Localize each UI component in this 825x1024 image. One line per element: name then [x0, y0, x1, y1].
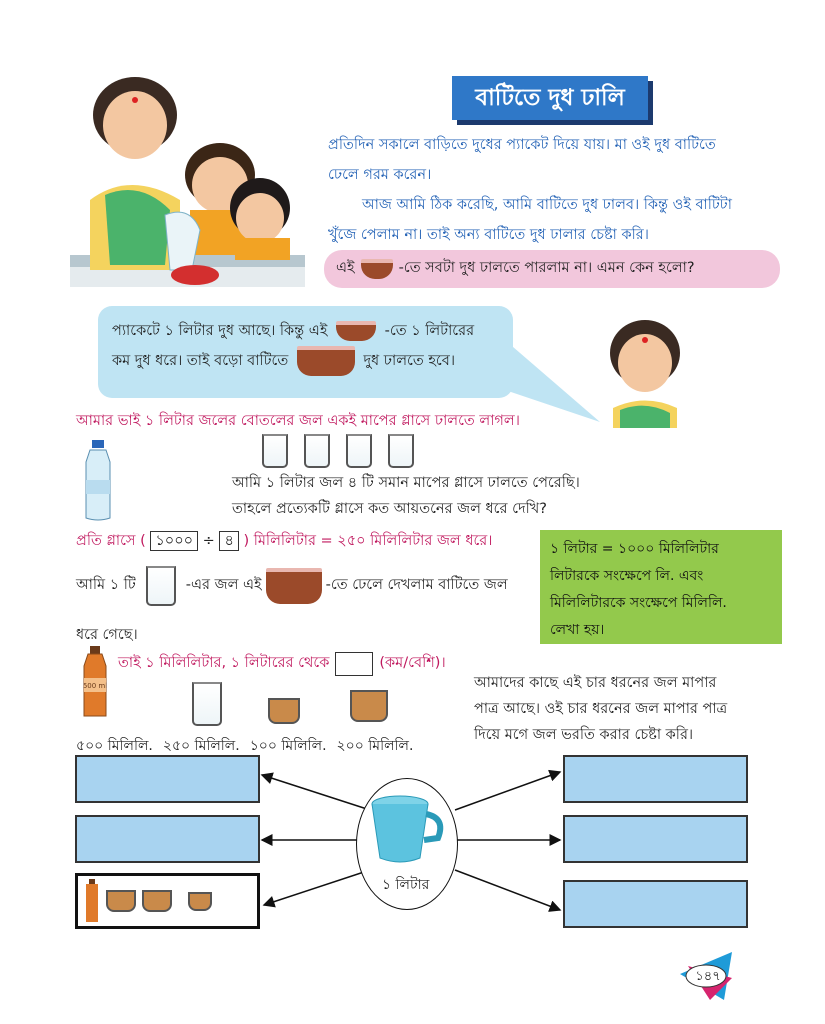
glass-icon	[304, 434, 330, 468]
glasses-line-2: তাহলে প্রত্যেকটি গ্লাসে কত আয়তনের জল ধরে দেখি?	[232, 501, 547, 517]
divide-sign: ÷	[202, 533, 215, 549]
measure-500: ৫০০ মিলিলি.	[76, 738, 153, 754]
divisor-box: ৪	[219, 531, 238, 551]
cup-icon	[106, 890, 136, 912]
big-bowl-icon	[297, 346, 355, 376]
intro-line-3: আজ আমি ঠিক করেছি, আমি বাটিতে দুধ ঢালব। কিন্তু ওই বাটিটা	[362, 197, 732, 213]
question-post: -তে সবটা দুধ ঢালতে পারলাম না। এমন কেন হলো?	[398, 260, 695, 276]
glass-icon	[388, 434, 414, 468]
info-line-2: লিটারকে সংক্ষেপে লি. এবং	[550, 568, 704, 584]
cup-icon	[188, 892, 212, 911]
equation-pre: প্রতি গ্লাসে (	[76, 533, 146, 549]
intro-line-4: খুঁজে পেলাম না। তাই অন্য বাটিতে দুধ ঢালার চেষ্টা করি।	[328, 227, 649, 243]
measuring-mug-icon	[368, 790, 448, 870]
cup-100-icon	[268, 698, 300, 724]
page-number: ১৪৭	[695, 969, 721, 984]
intro-line-2: ঢেলে গরম করেন।	[328, 167, 432, 183]
big-bowl-icon	[266, 568, 322, 604]
answer-box-left-1[interactable]	[75, 755, 260, 803]
measure-line-2: পাত্র আছে। ওই চার ধরনের জল মাপার পাত্র	[474, 701, 728, 717]
pour-b: -এর জল এই	[185, 577, 262, 593]
water-bottle-icon	[80, 440, 116, 522]
compare-pre: তাই ১ মিলিলিটার, ১ লিটারের থেকে	[118, 655, 330, 671]
small-bowl-icon	[336, 321, 376, 341]
info-line-1: ১ লিটার = ১০০০ মিলিলিটার	[550, 541, 719, 557]
compare-post: (কম/বেশি)।	[379, 655, 446, 671]
brother-sentence: আমার ভাই ১ লিটার জলের বোতলের জল একই মাপের গ্লাসে ঢালতে লাগল।	[76, 413, 520, 429]
measure-text	[474, 670, 727, 748]
dividend-box: ১০০০	[150, 531, 198, 551]
bottle-label: 500 ml	[82, 682, 108, 690]
page-title: বাটিতে দুধ ঢালি	[452, 76, 648, 120]
glasses-line-1: আমি ১ লিটার জল ৪ টি সমান মাপের গ্লাসে ঢালতে পেরেছি।	[232, 475, 580, 491]
measure-250: ২৫০ মিলিলি.	[162, 738, 240, 754]
answer-box-left-2[interactable]	[75, 815, 260, 863]
answer-box-right-3[interactable]	[563, 880, 748, 928]
cup-200-icon	[350, 690, 388, 722]
compare-sentence	[118, 652, 446, 676]
measure-200: ২০০ মিলিলি.	[336, 738, 414, 754]
glass-icon	[346, 434, 372, 468]
bubble-line-2a: কম দুধ ধরে। তাই বড়ো বাটিতে	[112, 353, 289, 369]
family-illustration	[70, 70, 310, 300]
mug-label: ১ লিটার	[382, 877, 430, 893]
question-pill	[324, 250, 780, 288]
bubble-tail	[505, 330, 605, 425]
example-box	[75, 873, 260, 929]
answer-blank[interactable]	[335, 652, 373, 676]
answer-box-right-2[interactable]	[563, 815, 748, 863]
orange-bottle-icon	[84, 879, 100, 923]
bubble-line-1a: প্যাকেটে ১ লিটার দুধ আছে। কিন্তু এই	[112, 323, 328, 339]
small-bowl-icon	[361, 259, 393, 279]
info-line-4: লেখা হয়।	[550, 622, 605, 638]
bubble-line-1b: -তে ১ লিটারের	[384, 323, 475, 339]
equation-post: ) মিলিলিটার = ২৫০ মিলিলিটার জল ধরে।	[243, 533, 493, 549]
pour-c: -তে ঢেলে দেখলাম বাটিতে জল	[325, 577, 508, 593]
pour-sentence	[76, 566, 508, 606]
speech-bubble	[98, 306, 513, 398]
pour-d: ধরে গেছে।	[76, 627, 138, 643]
glasses-text	[232, 470, 580, 522]
bubble-line-2b: দুধ ঢালতে হবে।	[363, 353, 456, 369]
orange-bottle-icon	[80, 646, 110, 718]
measure-100: ১০০ মিলিলি.	[249, 738, 327, 754]
cup-icon	[142, 890, 172, 912]
four-glasses	[262, 434, 414, 468]
vessel-glass-250	[192, 682, 222, 730]
answer-box-right-1[interactable]	[563, 755, 748, 803]
intro-paragraph	[328, 130, 768, 250]
question-pre: এই	[336, 260, 355, 276]
equation	[76, 530, 492, 554]
measure-line-3: দিয়ে মগে জল ভরতি করার চেষ্টা করি।	[474, 727, 694, 743]
measure-line-1: আমাদের কাছে এই চার ধরনের জল মাপার	[474, 675, 717, 691]
glass-icon	[262, 434, 288, 468]
info-line-3: মিলিলিটারকে সংক্ষেপে মিলিলি.	[550, 595, 727, 611]
girl-illustration	[605, 318, 685, 428]
glass-icon	[146, 566, 176, 606]
pour-a: আমি ১ টি	[76, 577, 136, 593]
info-box	[540, 530, 782, 644]
intro-line-1: প্রতিদিন সকালে বাড়িতে দুধের প্যাকেট দিয়ে যায়। মা ওই দুধ বাটিতে	[328, 137, 716, 153]
